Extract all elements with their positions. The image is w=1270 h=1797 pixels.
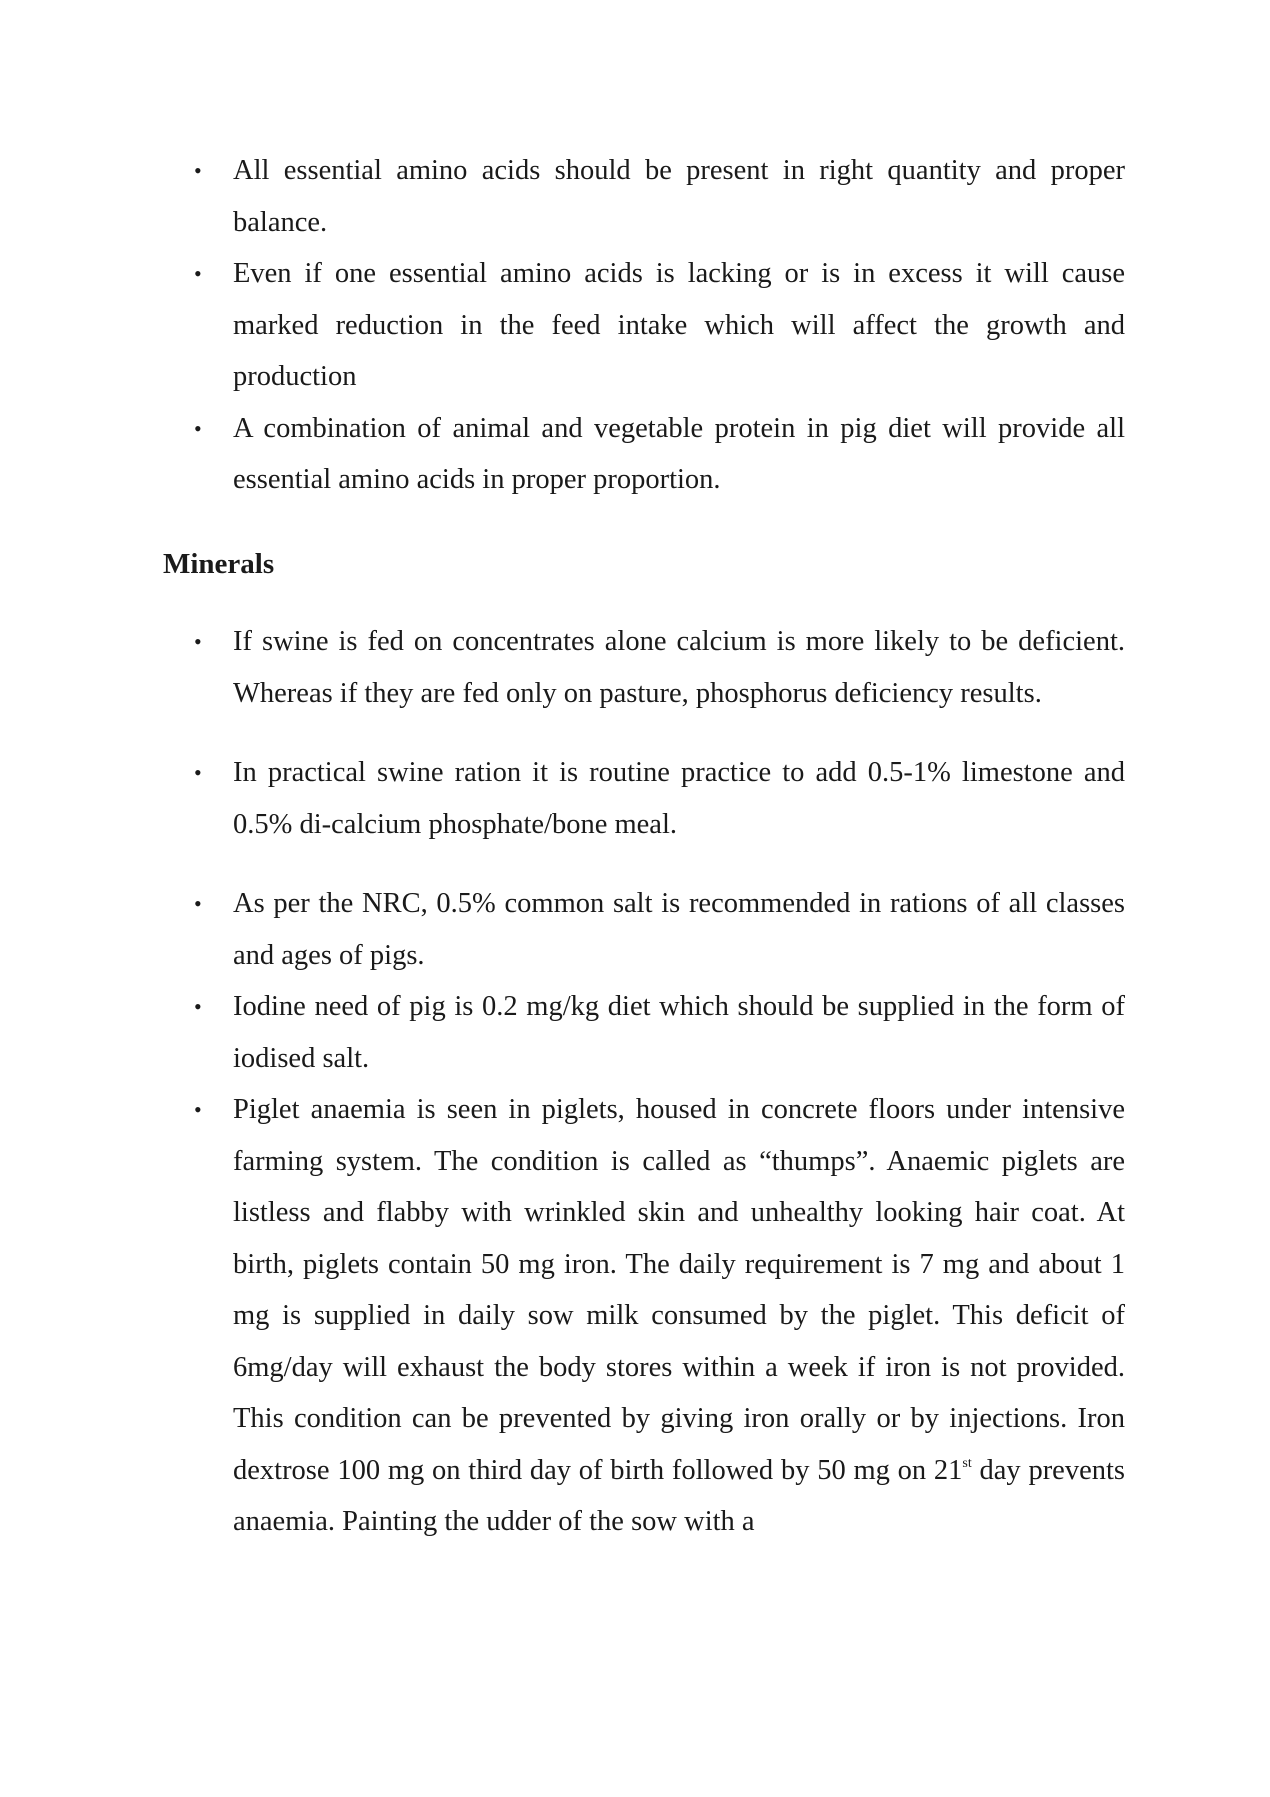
anaemia-text: Piglet anaemia is seen in piglets, housed in concrete floors under intensive farming system. The condition is called as “thumps”. Anaemic piglets are listless and flabby with wrinkled skin and unhealthy looking hair coat. At birth, piglets contain 50 mg iron. The daily requirement is 7 mg and about 1 mg is supplied in daily sow milk consumed by the piglet. This deficit of 6mg/day will exhaust the body stores within a week if iron is not provided. This condition can be prevented by giving iron orally or by injections. Iron dextrose 100 mg on third day of birth followed by 50 mg on 21 [233, 1094, 1125, 1486]
list-item-text: If swine is fed on concentrates alone calcium is more likely to be deficient. Whereas if they are fed only on pasture, phosphorus deficiency results. [233, 626, 1125, 709]
anaemia-text-continued: day prevents anaemia. Painting the udder of the sow with a [233, 1454, 1125, 1537]
list-item [0, 747, 1125, 850]
bullet-icon: • [194, 760, 202, 785]
section-heading-minerals: Minerals [163, 548, 275, 580]
list-item-text: Iodine need of pig is 0.2 mg/kg diet which should be supplied in the form of iodised salt. [233, 991, 1125, 1074]
list-item [0, 878, 1125, 981]
list-item [0, 981, 1125, 1084]
minerals-bullet-list [0, 616, 1270, 1548]
list-item [0, 616, 1125, 719]
list-item [0, 145, 1125, 248]
minerals-list-section [0, 616, 1270, 1548]
list-item-text: In practical swine ration it is routine practice to add 0.5-1% limestone and 0.5% di-calcium phosphate/bone meal. [233, 757, 1125, 840]
list-item-text [233, 1094, 1125, 1537]
bullet-icon: • [194, 261, 202, 286]
bullet-icon: • [194, 994, 202, 1019]
list-item-text: All essential amino acids should be present in right quantity and proper balance. [233, 155, 1125, 238]
ordinal-superscript: st [962, 1455, 972, 1471]
amino-acid-list-section [0, 145, 1270, 506]
list-item-text: As per the NRC, 0.5% common salt is recommended in rations of all classes and ages of pigs. [233, 888, 1125, 971]
list-item-text: A combination of animal and vegetable protein in pig diet will provide all essential amino acids in proper proportion. [233, 412, 1125, 495]
bullet-icon: • [194, 629, 202, 654]
amino-acid-bullet-list [0, 145, 1270, 506]
bullet-icon: • [194, 158, 202, 183]
bullet-icon: • [194, 891, 202, 916]
bullet-icon: • [194, 415, 202, 441]
list-item [0, 1084, 1125, 1548]
list-item [0, 403, 1125, 506]
list-item [0, 248, 1125, 403]
list-item-text: Even if one essential amino acids is lacking or is in excess it will cause marked reduction in the feed intake which will affect the growth and production [233, 258, 1125, 392]
bullet-icon: • [194, 1097, 202, 1122]
